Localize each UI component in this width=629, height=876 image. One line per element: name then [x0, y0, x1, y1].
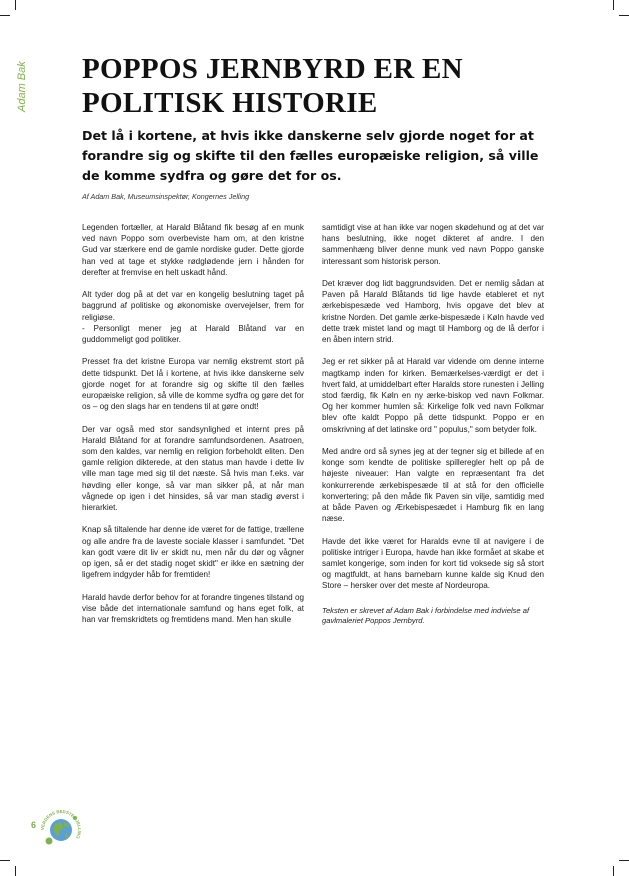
paragraph: Alt tyder dog på at det var en kongelig beslutning taget på baggrund af politiske og økonomiske overvejelser, frem for religiøse.	[82, 290, 304, 322]
right-column	[322, 222, 544, 638]
crop-mark	[15, 866, 16, 876]
crop-mark	[619, 15, 629, 16]
globe-logo-icon	[36, 805, 86, 855]
logo-text: VERDENS BEDSTE I JELLING	[39, 808, 83, 840]
paragraph: Legenden fortæller, at Harald Blåtand fik besøg af en munk ved navn Poppo som overbeviste ham om, at den kristne Gud var stærkere end de gamle nordiske guder. Dette gjorde han ved at tage et stykke rødglødende jern i hånden for derefter at fremvise en helt uskadt hånd.	[82, 223, 304, 277]
paragraph: Harald havde derfor behov for at forandre tingenes tilstand og vise både det internationale samfund og hans eget folk, at han var fremskridtets og fremtidens mand. Men han skulle	[82, 592, 304, 625]
paragraph: Det kræver dog lidt baggrundsviden. Det er nemlig sådan at Paven på Harald Blåtands tid lige havde etableret et nyt ærkebispesæde ved Hamborg, hvis opgave det blev at kristne Norden. Det gamle ærke-bispesæde i Køln havde ved dette træk mistet land og magt til Hamborg og de lå derfor i en åben intern strid.	[322, 279, 544, 345]
crop-mark	[619, 860, 629, 861]
paragraph: - Personligt mener jeg at Harald Blåtand var en guddommeligt god politiker.	[82, 323, 304, 345]
article-credit: Teksten er skrevet af Adam Bak i forbindelse med indvielse af gavlmaleriet Poppos Jernbyrd.	[322, 605, 530, 626]
page-number: 6	[31, 820, 37, 830]
paragraph: Presset fra det kristne Europa var nemlig ekstremt stort på dette tidspunkt. Det lå i kortene, at hvis ikke danskerne selv gjorde noget for at forandre sig og skifte til den fælles europæiske religion, så ville de komme sydfra og gøre det for os – og den slags har en tendens til at gøre ondt!	[82, 357, 304, 412]
paragraph: Havde det ikke været for Haralds evne til at navigere i de politiske intriger i Europa, havde han ikke formået at skabe et samlet kongerige, som inden for kort tid voksede sig så stort og magtfuldt, at hans barnebarn kunne kalde sig Knud den Store – hersker over det meste af Nordeuropa.	[322, 536, 544, 591]
paragraph: Jeg er ret sikker på at Harald var vidende om denne interne magtkamp inden for kirken. Bemærkelses-værdigt er det i hvert fald, at umiddelbart efter Haralds store runesten i Jelling stod færdig, fik Køln en ny ærke-biskop ved navn Folkmar. Og her kommer humlen så: Kirkelige folk ved navn Folkmar blev ofte kaldt Poppo på dette tidspunkt. Poppo er en omskrivning af det latinske ord " populus," som betyder folk.	[322, 357, 544, 434]
article-title: POPPOS JERNBYRD ER EN POLITISK HISTORIE	[82, 53, 463, 119]
crop-mark	[0, 15, 10, 16]
paragraph: samtidigt vise at han ikke var nogen skødehund og at det var hans beslutning, ikke noget dikteret af andre. I den sammenhæng bliver denne munk ved navn Poppo ganske interessant som historisk person.	[322, 223, 544, 266]
crop-mark	[0, 860, 10, 861]
paragraph: Med andre ord så synes jeg at der tegner sig et billede af en konge som kendte de politiske spilleregler helt op på de højeste niveauer: Han valgte en repræsentant fra det konkurrerende ærkebispesæde til at stå for den officielle konvertering; på den måde fik Paven sin vilje, samtidig med at både Paven og Ærkebispesædet i Hamburg fik en lang næse.	[322, 447, 544, 524]
paragraph: Knap så tiltalende har denne ide været for de fattige, trællene og alle andre fra de laveste sociale klasser i samfundet. "Det kan godt være dit liv er skidt nu, men når du dør og vågner op igen, så er det stadig noget skidt" er ikke en sætning der ligefrem indgyder håb for fremtiden!	[82, 525, 304, 580]
crop-mark	[613, 0, 614, 10]
paragraph: Der var også med stor sandsynlighed et internt pres på Harald Blåtand for at forandre samfundsordenen. Asatroen, som den kaldes, var nemlig en religion forbeholdt eliten. Den gamle religion dikterede, at den status man havde i dette liv ville man tage med sig til det næste. Så hvis man f.eks. var høvding eller konge, så var man sikker på, at når man vågnede op igen i det hinsides, så var man stadig øverst i hierarkiet.	[82, 424, 304, 513]
left-column	[82, 222, 304, 636]
byline: Af Adam Bak, Museumsinspektør, Kongernes Jelling	[82, 192, 250, 201]
crop-mark	[613, 866, 614, 876]
side-author-label: Adam Bak	[16, 61, 28, 112]
article-lead: Det lå i kortene, at hvis ikke danskerne selv gjorde noget for at forandre sig og skifte til den fælles europæiske religion, så ville de komme sydfra og gøre det for os.	[82, 128, 539, 183]
crop-mark	[15, 0, 16, 10]
